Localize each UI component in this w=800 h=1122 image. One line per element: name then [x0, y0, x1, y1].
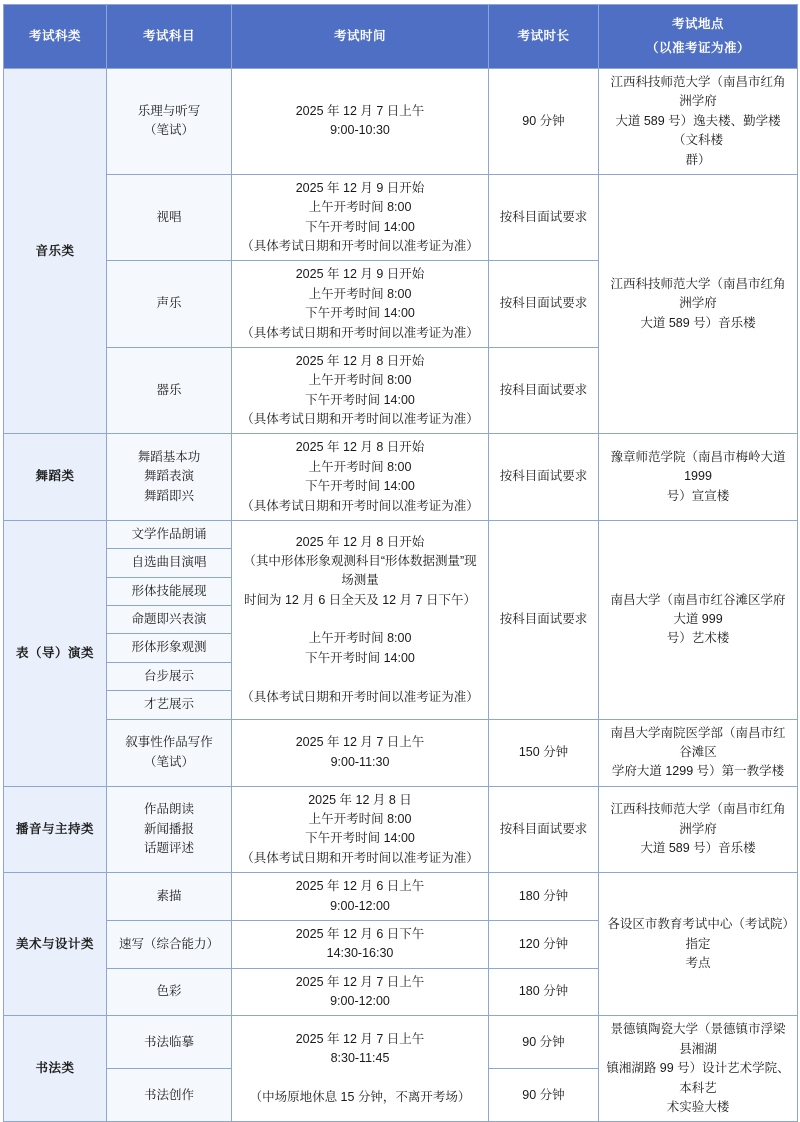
time-line	[238, 1069, 482, 1088]
cell-duration: 150 分钟	[489, 719, 599, 786]
cell-subject	[107, 174, 232, 261]
subject-line: 素描	[156, 888, 182, 903]
time-line: 2025 年 12 月 7 日上午	[295, 735, 425, 750]
time-line: 2025 年 12 月 7 日上午	[295, 1032, 425, 1047]
cell-duration: 120 分钟	[489, 920, 599, 968]
place-line: 江西科技师范大学（南昌市红角洲学府	[610, 75, 786, 109]
table-row	[4, 434, 798, 521]
subject-line: 器乐	[156, 382, 182, 397]
cell-duration: 按科目面试要求	[489, 434, 599, 521]
place-line: 大道 589 号）逸夫楼、勤学楼（文科楼	[615, 113, 781, 148]
cell-subject	[107, 606, 232, 634]
header-duration-label: 考试时长	[517, 28, 570, 43]
cell-time	[232, 520, 489, 719]
header-category-label: 考试科类	[28, 28, 81, 43]
table-row	[4, 69, 798, 175]
subject-line: 形体技能展现	[131, 583, 207, 598]
cell-time	[232, 786, 489, 873]
cell-place	[599, 786, 798, 873]
cell-subject	[107, 691, 232, 719]
cell-subject	[107, 920, 232, 968]
cell-subject	[107, 347, 232, 434]
cell-place	[599, 520, 798, 719]
time-line: 2025 年 12 月 8 日开始	[295, 440, 425, 455]
place-line: 大道 589 号）音乐楼	[640, 841, 756, 856]
time-line: 9:00-12:00	[330, 994, 390, 1008]
place-line: 豫章师范学院（南昌市梅岭大道 1999	[610, 450, 786, 484]
cell-duration: 90 分钟	[489, 69, 599, 175]
time-line: 2025 年 12 月 8 日	[308, 792, 412, 807]
subject-line: 台步展示	[143, 668, 194, 683]
time-line: 9:00-10:30	[330, 123, 390, 138]
cell-duration: 90 分钟	[489, 1069, 599, 1122]
time-line: 2025 年 12 月 9 日开始	[295, 180, 425, 195]
header-place-label: 考试地点	[671, 17, 724, 32]
table-header-row	[4, 5, 798, 69]
cell-time	[232, 69, 489, 175]
cell-subject	[107, 520, 232, 548]
cell-time	[232, 347, 489, 434]
time-line	[238, 610, 482, 629]
table-row	[4, 873, 798, 921]
cell-duration: 180 分钟	[489, 968, 599, 1016]
time-line: 2025 年 12 月 8 日开始	[295, 353, 425, 368]
cell-time	[232, 873, 489, 921]
time-line: 上午开考时间 8:00	[308, 373, 412, 388]
cell-place	[599, 1016, 798, 1122]
time-line: （其中形体形象观测科目“形体数据测量”现场测量	[243, 553, 477, 588]
header-subject	[107, 5, 232, 69]
header-place	[599, 5, 798, 69]
cell-time	[232, 261, 489, 348]
table-row	[4, 1016, 798, 1069]
time-line: （中场原地休息 15 分钟，不离开考场）	[249, 1090, 471, 1105]
place-line: 学府大道 1299 号）第一教学楼	[611, 764, 785, 779]
cell-subject	[107, 786, 232, 873]
cell-duration: 90 分钟	[489, 1016, 599, 1069]
time-line: 2025 年 12 月 9 日开始	[295, 267, 425, 282]
time-line: 下午开考时间 14:00	[305, 306, 415, 321]
time-line: 时间为 12 月 6 日全天及 12 月 7 日下午）	[244, 592, 476, 607]
place-line: 群）	[685, 152, 711, 167]
time-line: （具体考试日期和开考时间以准考证为准）	[241, 325, 479, 340]
cell-subject	[107, 434, 232, 521]
table-row	[4, 719, 798, 786]
header-place-sublabel: （以准考证为准）	[645, 40, 750, 55]
place-line: 江西科技师范大学（南昌市红角洲学府	[610, 802, 786, 836]
time-line: （具体考试日期和开考时间以准考证为准）	[241, 239, 479, 253]
time-line: 上午开考时间 8:00	[308, 459, 412, 474]
subject-line: 新闻播报	[143, 821, 194, 836]
header-time-label: 考试时间	[333, 28, 386, 43]
time-line: 下午开考时间 14:00	[305, 650, 415, 665]
subject-line: 色彩	[156, 984, 182, 999]
cell-category: 音乐类	[4, 69, 107, 434]
subject-line: 书法创作	[143, 1087, 194, 1102]
subject-line: 文学作品朗诵	[131, 526, 207, 541]
subject-line: 声乐	[156, 296, 182, 311]
cell-category: 书法类	[4, 1016, 107, 1122]
cell-place	[599, 174, 798, 434]
table-header	[4, 5, 798, 69]
cell-duration: 180 分钟	[489, 873, 599, 921]
cell-time	[232, 1016, 489, 1122]
place-line: 术实验大楼	[666, 1099, 730, 1114]
cell-category: 播音与主持类	[4, 786, 107, 873]
place-line: 景德镇陶瓷大学（景德镇市浮梁县湘湖	[610, 1022, 786, 1056]
header-category	[4, 5, 107, 69]
cell-subject	[107, 662, 232, 690]
place-line: 大道 589 号）音乐楼	[640, 315, 756, 330]
cell-duration: 按科目面试要求	[489, 261, 599, 348]
time-line: （具体考试日期和开考时间以准考证为准）	[241, 689, 479, 704]
cell-subject	[107, 1069, 232, 1122]
time-line: 2025 年 12 月 6 日下午	[295, 926, 425, 941]
place-line: 江西科技师范大学（南昌市红角洲学府	[610, 277, 786, 311]
place-line: 考点	[685, 955, 711, 970]
time-line: 上午开考时间 8:00	[308, 200, 412, 215]
time-line: 2025 年 12 月 7 日上午	[295, 104, 425, 119]
time-line: （具体考试日期和开考时间以准考证为准）	[241, 498, 479, 513]
time-line: 14:30-16:30	[326, 946, 394, 961]
subject-line: 叙事性作品写作（笔试）	[125, 735, 213, 769]
cell-time	[232, 920, 489, 968]
subject-line: 话题评述	[143, 841, 194, 856]
cell-duration: 按科目面试要求	[489, 520, 599, 719]
table-body	[4, 69, 798, 1122]
cell-subject	[107, 577, 232, 605]
place-line: 南昌大学（南昌市红谷滩区学府大道 999	[610, 592, 786, 626]
subject-line: 书法临摹	[143, 1034, 194, 1049]
cell-time	[232, 434, 489, 521]
place-line: 南昌大学南院医学部（南昌市红谷滩区	[610, 725, 786, 759]
cell-subject	[107, 968, 232, 1016]
time-line	[238, 668, 482, 687]
time-line: 下午开考时间 14:00	[305, 219, 415, 234]
place-line: 号）宣宣楼	[666, 488, 730, 503]
cell-time	[232, 719, 489, 786]
subject-line: 舞蹈基本功	[137, 450, 201, 465]
cell-time	[232, 174, 489, 261]
cell-duration: 按科目面试要求	[489, 174, 599, 261]
time-line: 9:00-12:00	[330, 898, 390, 913]
header-time	[232, 5, 489, 69]
time-line: 2025 年 12 月 8 日开始	[295, 534, 425, 549]
cell-place	[599, 434, 798, 521]
cell-place	[599, 719, 798, 786]
cell-duration: 按科目面试要求	[489, 347, 599, 434]
time-line: 下午开考时间 14:00	[305, 392, 415, 407]
cell-duration: 按科目面试要求	[489, 786, 599, 873]
time-line: 2025 年 12 月 6 日上午	[295, 879, 425, 894]
cell-subject	[107, 69, 232, 175]
table-row	[4, 520, 798, 548]
subject-line: 速写（综合能力）	[118, 936, 219, 951]
table-row	[4, 786, 798, 873]
time-line: 9:00-11:30	[330, 754, 390, 769]
cell-category: 舞蹈类	[4, 434, 107, 521]
cell-subject	[107, 719, 232, 786]
subject-line: 自选曲目演唱	[131, 555, 207, 570]
time-line: 上午开考时间 8:00	[308, 631, 412, 646]
place-line: 镇湘湖路 99 号）设计艺术学院、本科艺	[606, 1061, 790, 1095]
header-subject-label: 考试科目	[142, 28, 195, 43]
place-line: 各设区市教育考试中心（考试院）指定	[607, 917, 789, 951]
subject-line: 乐理与听写	[137, 104, 201, 119]
place-line: 号）艺术楼	[666, 631, 730, 646]
subject-line: 视唱	[156, 209, 182, 224]
cell-subject	[107, 1016, 232, 1069]
cell-subject	[107, 261, 232, 348]
cell-time	[232, 968, 489, 1016]
subject-line: 作品朗读	[143, 802, 194, 817]
cell-subject	[107, 873, 232, 921]
subject-line: 命题即兴表演	[131, 612, 207, 626]
subject-line: 形体形象观测	[131, 640, 207, 655]
time-line: （具体考试日期和开考时间以准考证为准）	[241, 412, 479, 426]
header-duration	[489, 5, 599, 69]
subject-line: 才艺展示	[143, 697, 194, 712]
time-line: 上午开考时间 8:00	[308, 286, 412, 301]
time-line: 下午开考时间 14:00	[305, 479, 415, 494]
cell-place	[599, 69, 798, 175]
cell-place	[599, 873, 798, 1016]
time-line: 8:30-11:45	[330, 1051, 390, 1066]
cell-subject	[107, 634, 232, 662]
time-line: 下午开考时间 14:00	[305, 831, 415, 846]
subject-line: （笔试）	[143, 123, 194, 138]
cell-subject	[107, 549, 232, 577]
subject-line: 舞蹈表演	[143, 469, 194, 484]
time-line: 上午开考时间 8:00	[308, 812, 412, 826]
time-line: 2025 年 12 月 7 日上午	[295, 974, 425, 989]
table-row	[4, 174, 798, 261]
cell-category: 表（导）演类	[4, 520, 107, 786]
time-line: （具体考试日期和开考时间以准考证为准）	[241, 850, 479, 865]
exam-schedule-table	[3, 4, 798, 1122]
subject-line: 舞蹈即兴	[143, 488, 194, 503]
cell-category: 美术与设计类	[4, 873, 107, 1016]
